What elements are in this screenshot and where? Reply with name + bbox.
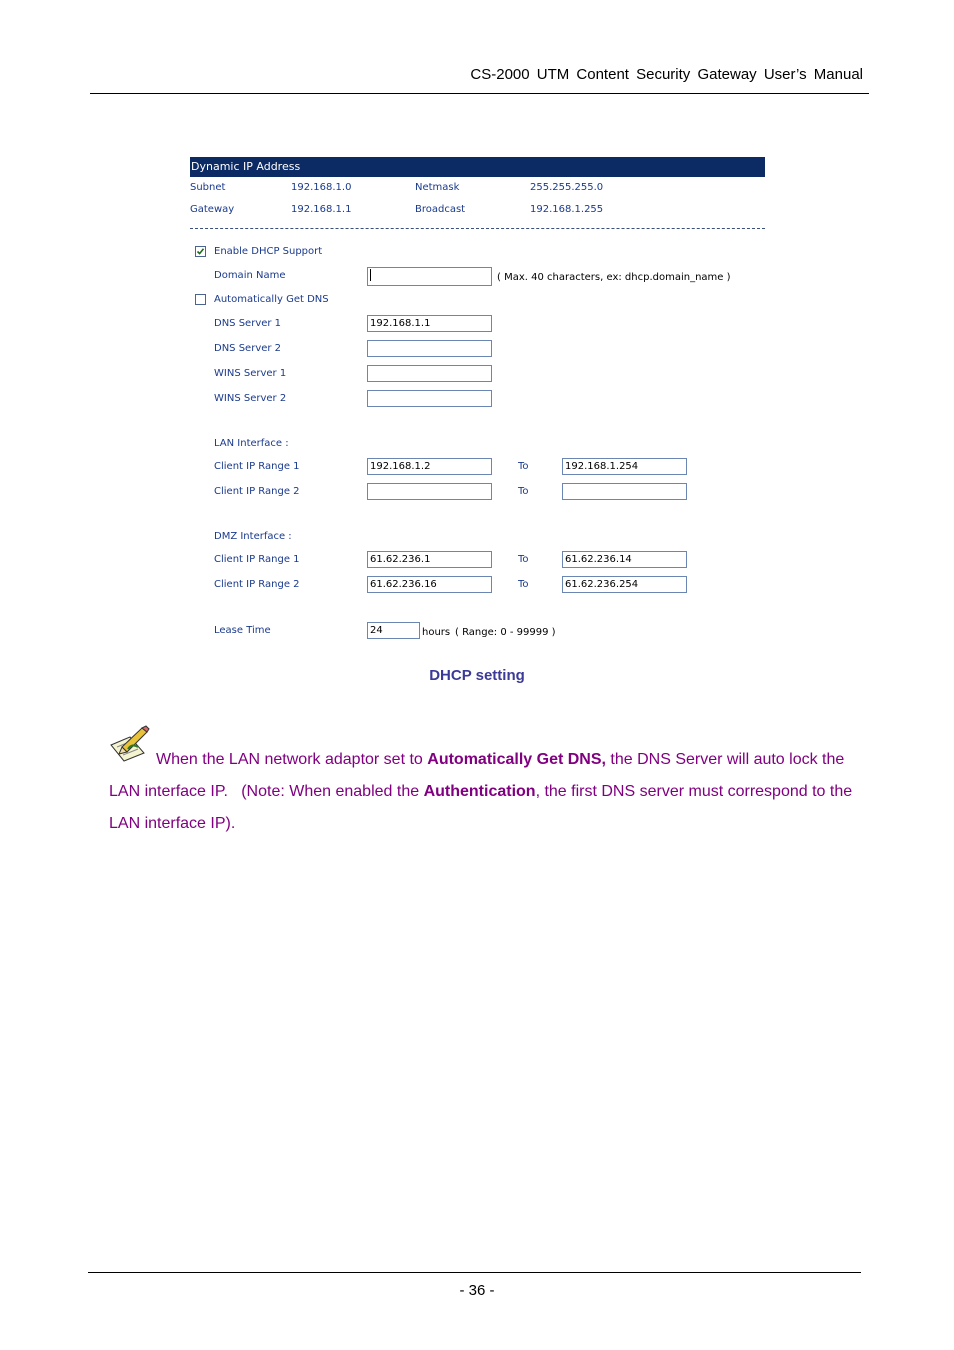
wins-server-1-label: WINS Server 1: [214, 368, 287, 379]
manual-title: CS-2000 UTM Content Security Gateway User’s Manual: [470, 66, 863, 83]
broadcast-value: 192.168.1.255: [530, 204, 604, 215]
lan-range-2-from-input[interactable]: [367, 483, 492, 500]
dmz-range-2-to-label: To: [518, 579, 529, 590]
gateway-value: 192.168.1.1: [291, 204, 352, 215]
check-mark-icon: [196, 247, 205, 256]
subnet-label: Subnet: [190, 182, 226, 193]
auto-dns-label: Automatically Get DNS: [214, 294, 329, 305]
lan-range-1-from-input[interactable]: 192.168.1.2: [367, 458, 492, 475]
dmz-range-1-to-input[interactable]: 61.62.236.14: [562, 551, 687, 568]
figure-caption: DHCP setting: [429, 667, 525, 684]
section-title: Dynamic IP Address: [191, 160, 301, 173]
dmz-range-2-from-input[interactable]: 61.62.236.16: [367, 576, 492, 593]
gateway-label: Gateway: [190, 204, 235, 215]
dmz-range-1-to-label: To: [518, 554, 529, 565]
lease-time-unit: hours: [422, 627, 451, 638]
lan-range-2-label: Client IP Range 2: [214, 486, 300, 497]
text-caret: [370, 269, 371, 281]
wins-server-2-label: WINS Server 2: [214, 393, 287, 404]
wins-server-2-input[interactable]: [367, 390, 492, 407]
lease-time-label: Lease Time: [214, 625, 271, 636]
enable-dhcp-label: Enable DHCP Support: [214, 246, 323, 257]
subnet-value: 192.168.1.0: [291, 182, 352, 193]
lan-range-1-label: Client IP Range 1: [214, 461, 300, 472]
note-paragraph: When the LAN network adaptor set to Automatically Get DNS, the DNS Server will auto lock the LAN interface IP. (Note: When enabled the Authentication, the first DNS server must correspond to the LAN interface IP).: [109, 751, 853, 832]
lan-range-1-to-label: To: [518, 461, 529, 472]
footer-rule: [88, 1272, 861, 1273]
dmz-range-1-from-input[interactable]: 61.62.236.1: [367, 551, 492, 568]
broadcast-label: Broadcast: [415, 204, 466, 215]
dns-server-2-input[interactable]: [367, 340, 492, 357]
dmz-interface-heading: DMZ Interface :: [214, 531, 292, 542]
domain-name-input[interactable]: [367, 267, 492, 286]
dmz-range-2-to-input[interactable]: 61.62.236.254: [562, 576, 687, 593]
lan-interface-heading: LAN Interface :: [214, 438, 289, 449]
dns-server-1-input[interactable]: 192.168.1.1: [367, 315, 492, 332]
dmz-range-2-label: Client IP Range 2: [214, 579, 300, 590]
dmz-range-1-label: Client IP Range 1: [214, 554, 300, 565]
netmask-value: 255.255.255.0: [530, 182, 604, 193]
lan-range-1-to-input[interactable]: 192.168.1.254: [562, 458, 687, 475]
wins-server-1-input[interactable]: [367, 365, 492, 382]
auto-dns-checkbox[interactable]: [195, 294, 206, 305]
lease-time-hint: ( Range: 0 - 99999 ): [455, 627, 556, 638]
lease-time-input[interactable]: 24: [367, 622, 420, 639]
domain-name-label: Domain Name: [214, 270, 286, 281]
dns-server-1-label: DNS Server 1: [214, 318, 282, 329]
domain-name-hint: ( Max. 40 characters, ex: dhcp.domain_name ): [497, 272, 731, 283]
enable-dhcp-checkbox[interactable]: [195, 246, 206, 257]
header-rule: [90, 93, 869, 94]
netmask-label: Netmask: [415, 182, 460, 193]
lan-range-2-to-input[interactable]: [562, 483, 687, 500]
page-number: - 36 -: [459, 1282, 495, 1299]
section-divider: [190, 228, 765, 229]
dns-server-2-label: DNS Server 2: [214, 343, 282, 354]
lan-range-2-to-label: To: [518, 486, 529, 497]
